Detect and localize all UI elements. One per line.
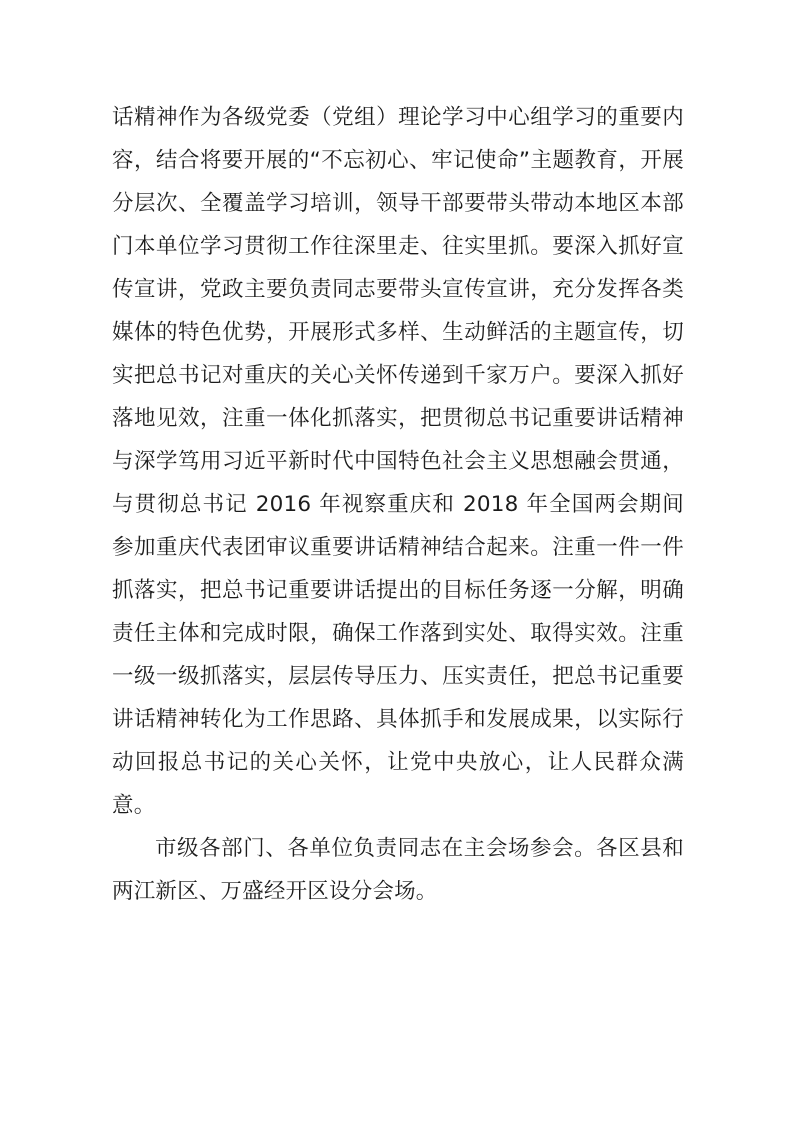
document-body bbox=[112, 96, 684, 913]
paragraph-2: 市级各部门、各单位负责同志在主会场参会。各区县和两江新区、万盛经开区设分会场。 bbox=[112, 836, 684, 904]
paragraph-1: 话精神作为各级党委（党组）理论学习中心组学习的重要内容，结合将要开展的“不忘初心、牢记使命”主题教育，开展分层次、全覆盖学习培训，领导干部要带头带动本地区本部门本单位学习贯彻工作往深里走、往实里抓。要深入抓好宣传宣讲，党政主要负责同志要带头宣传宣讲，充分发挥各类媒体的特色优势，开展形式多样、生动鲜活的主题宣传，切实把总书记对重庆的关心关怀传递到千家万户。要深入抓好落地见效，注重一体化抓落实，把贯彻总书记重要讲话精神与深学笃用习近平新时代中国特色社会主义思想融会贯通，与贯彻总书记 2016 年视察重庆和 2018 年全国两会期间参加重庆代表团审议重要讲话精神结合起来。注重一件一件抓落实，把总书记重要讲话提出的目标任务逐一分解，明确责任主体和完成时限，确保工作落到实处、取得实效。注重一级一级抓落实，层层传导压力、压实责任，把总书记重要讲话精神转化为工作思路、具体抓手和发展成果，以实际行动回报总书记的关心关怀，让党中央放心，让人民群众满意。 bbox=[112, 105, 684, 818]
